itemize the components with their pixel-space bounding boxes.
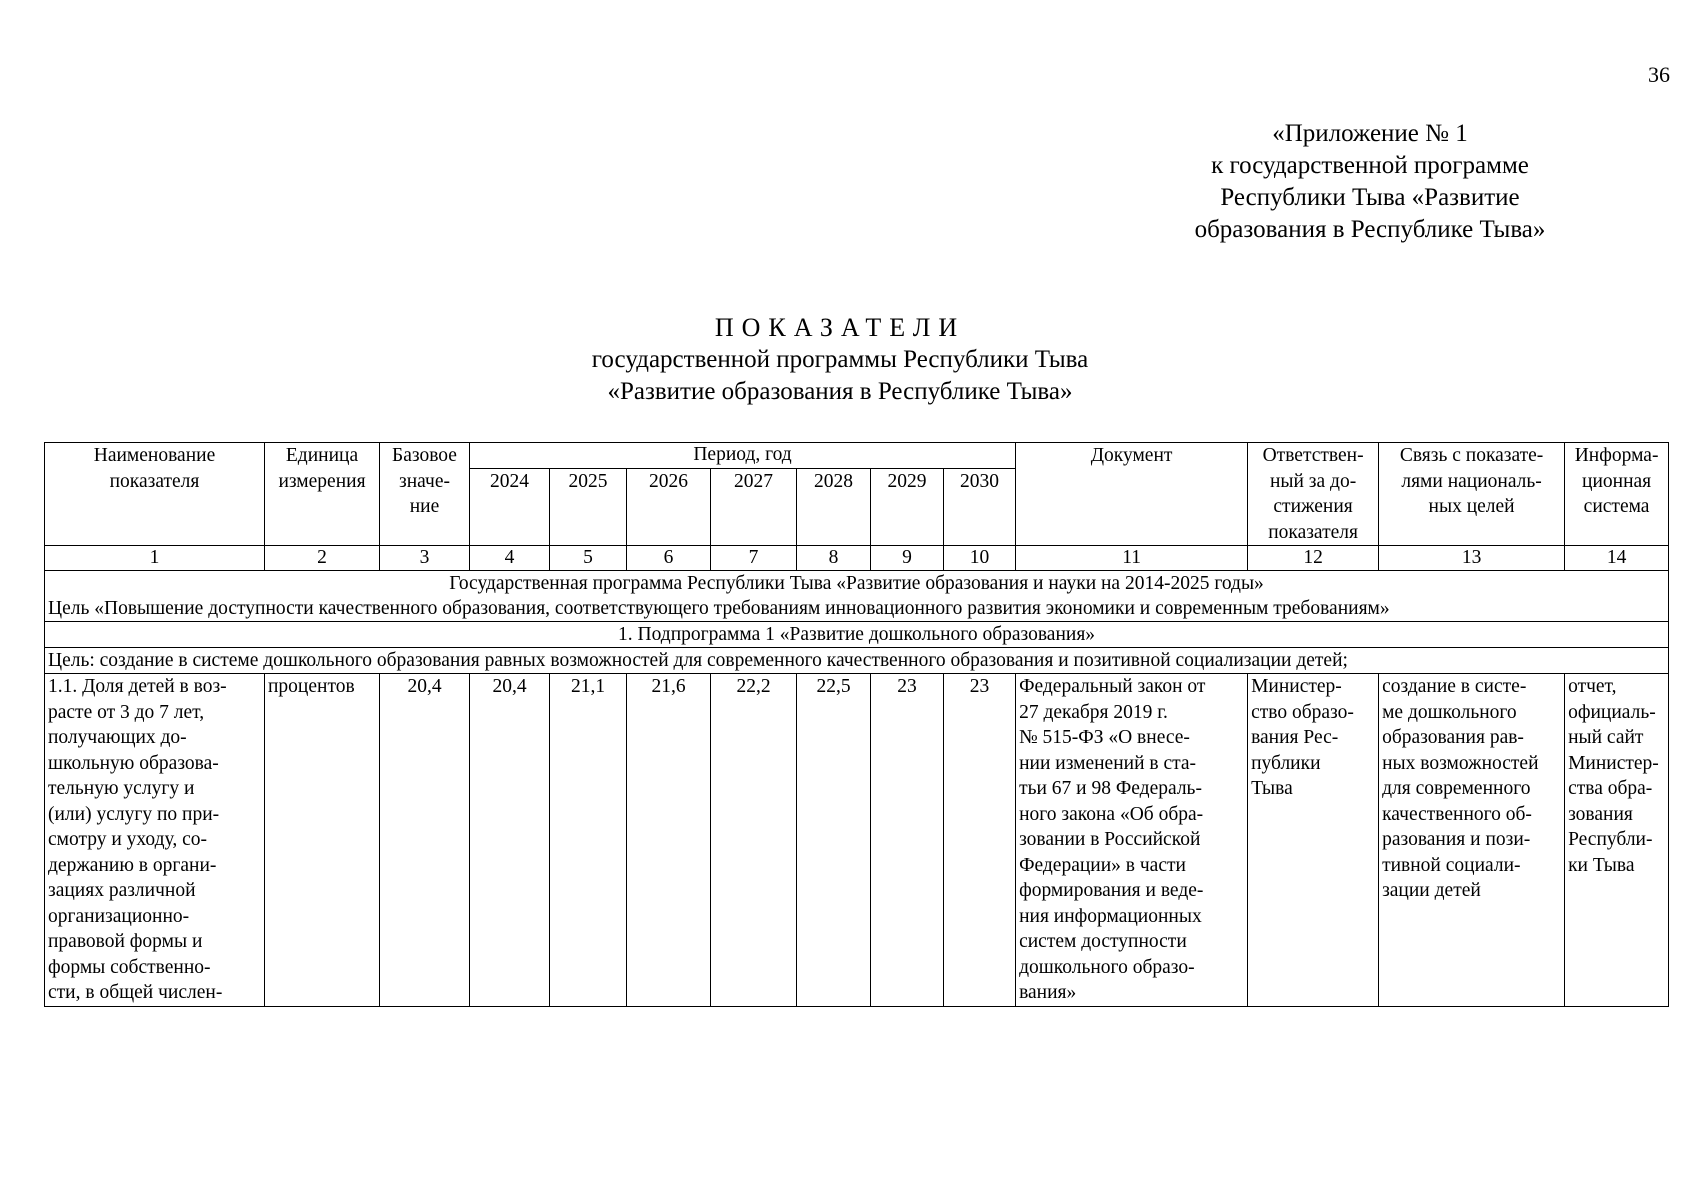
header-unit: Единица измерения bbox=[265, 443, 380, 546]
column-number: 12 bbox=[1248, 546, 1379, 571]
header-year: 2030 bbox=[944, 469, 1016, 546]
header-year: 2024 bbox=[470, 469, 550, 546]
title-main: ПОКАЗАТЕЛИ bbox=[714, 313, 966, 342]
column-number: 9 bbox=[871, 546, 944, 571]
header-document: Документ bbox=[1016, 443, 1248, 546]
appendix-note bbox=[1130, 118, 1610, 246]
header-row-1 bbox=[45, 443, 1669, 469]
header-year: 2028 bbox=[797, 469, 871, 546]
table-row bbox=[45, 674, 1669, 1007]
appendix-line-4: образования в Республике Тыва» bbox=[1194, 216, 1546, 243]
header-year: 2026 bbox=[627, 469, 711, 546]
indicators-table bbox=[44, 442, 1669, 1007]
indicator-value-2024: 20,4 bbox=[470, 674, 550, 1007]
header-period: Период, год bbox=[470, 443, 1016, 469]
column-number: 8 bbox=[797, 546, 871, 571]
program-section bbox=[45, 571, 1669, 622]
indicator-national-goal-link: создание в систе- ме дошкольного образования рав- ных возможностей для современного качественного об- разования и пози- тивной социали- зации детей bbox=[1379, 674, 1565, 1007]
indicator-value-2027: 22,2 bbox=[711, 674, 797, 1007]
subprogram-goal-row bbox=[45, 648, 1669, 674]
indicator-value-2029: 23 bbox=[871, 674, 944, 1007]
indicator-responsible: Министер- ство образо- вания Рес- публики Тыва bbox=[1248, 674, 1379, 1007]
header-year: 2029 bbox=[871, 469, 944, 546]
indicator-value-2025: 21,1 bbox=[550, 674, 627, 1007]
program-title: Государственная программа Республики Тыва «Развитие образования и науки на 2014-2025 годы» bbox=[449, 573, 1264, 594]
appendix-line-3: Республики Тыва «Развитие bbox=[1220, 184, 1520, 211]
indicator-value-2026: 21,6 bbox=[627, 674, 711, 1007]
page-number: 36 bbox=[1648, 62, 1670, 87]
column-number: 5 bbox=[550, 546, 627, 571]
indicator-base-value: 20,4 bbox=[380, 674, 470, 1007]
title-line-2: государственной программы Республики Тыва bbox=[591, 346, 1089, 373]
header-info-system: Информа- ционная система bbox=[1565, 443, 1669, 546]
subprogram-title-row bbox=[45, 622, 1669, 648]
program-goal: Цель «Повышение доступности качественного образования, соответствующего требованиям инновационного развития экономики и современным требованиям» bbox=[48, 598, 1390, 619]
column-number: 14 bbox=[1565, 546, 1669, 571]
column-number: 2 bbox=[265, 546, 380, 571]
header-name: Наименование показателя bbox=[45, 443, 265, 546]
column-number: 10 bbox=[944, 546, 1016, 571]
column-number: 1 bbox=[45, 546, 265, 571]
indicator-name: 1.1. Доля детей в воз- расте от 3 до 7 лет, получающих до- школьную образова- тельную услугу и (или) услугу по при- смотру и уходу, со- держанию в органи- зациях различной организационно- правовой формы и формы собственно- сти, в общей числен- bbox=[45, 674, 265, 1007]
indicator-value-2028: 22,5 bbox=[797, 674, 871, 1007]
appendix-line-1: «Приложение № 1 bbox=[1272, 120, 1468, 147]
header-year: 2025 bbox=[550, 469, 627, 546]
indicator-info-system: отчет, официаль- ный сайт Министер- ства обра- зования Республи- ки Тыва bbox=[1565, 674, 1669, 1007]
title-line-3: «Развитие образования в Республике Тыва» bbox=[607, 378, 1073, 405]
indicator-unit: процентов bbox=[265, 674, 380, 1007]
column-number: 11 bbox=[1016, 546, 1248, 571]
subprogram-title: 1. Подпрограмма 1 «Развитие дошкольного образования» bbox=[45, 622, 1669, 648]
indicator-document: Федеральный закон от 27 декабря 2019 г. № 515-ФЗ «О внесе- нии изменений в ста- тьи 67 и 98 Федераль- ного закона «Об обра- зовании в Российской Федерации» в части формирования и веде- ния информационных систем доступности дошкольного образо- вания» bbox=[1016, 674, 1248, 1007]
column-number: 6 bbox=[627, 546, 711, 571]
column-number: 13 bbox=[1379, 546, 1565, 571]
program-section-row bbox=[45, 571, 1669, 622]
header-link: Связь с показате- лями националь- ных целей bbox=[1379, 443, 1565, 546]
column-number: 7 bbox=[711, 546, 797, 571]
header-responsible: Ответствен- ный за до- стижения показателя bbox=[1248, 443, 1379, 546]
subprogram-goal: Цель: создание в системе дошкольного образования равных возможностей для современного качественного образования и позитивной социализации детей; bbox=[45, 648, 1669, 674]
column-number: 3 bbox=[380, 546, 470, 571]
document-title bbox=[400, 312, 1280, 408]
appendix-line-2: к государственной программе bbox=[1211, 152, 1529, 179]
column-number-row bbox=[45, 546, 1669, 571]
header-year: 2027 bbox=[711, 469, 797, 546]
header-base: Базовое значе- ние bbox=[380, 443, 470, 546]
indicator-value-2030: 23 bbox=[944, 674, 1016, 1007]
column-number: 4 bbox=[470, 546, 550, 571]
